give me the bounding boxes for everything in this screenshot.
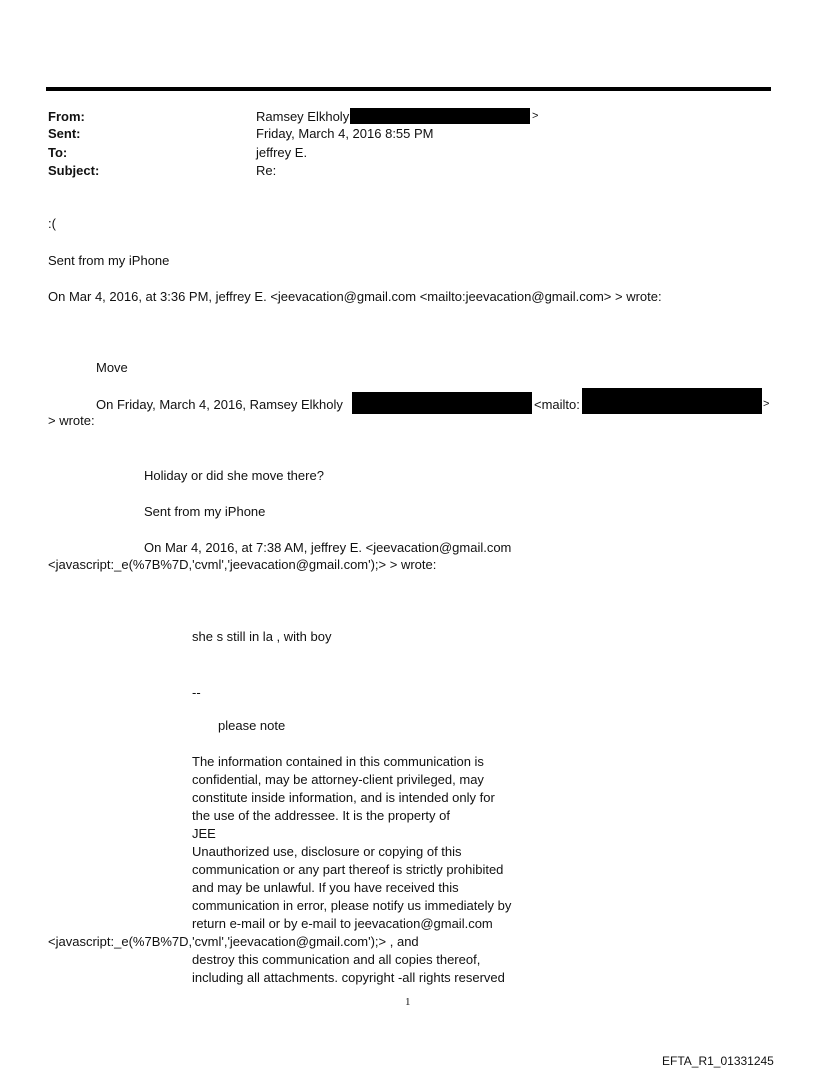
quote-header: <javascript:_e(%7B%7D,'cvml','jeevacation@gmail.com');> > wrote: (48, 557, 437, 572)
document-id: EFTA_R1_01331245 (662, 1054, 774, 1068)
angle-bracket: > (532, 110, 539, 122)
disclaimer-line: The information contained in this communication is (192, 754, 484, 769)
disclaimer-line: <javascript:_e(%7B%7D,'cvml','jeevacation@gmail.com');> , and (48, 934, 419, 949)
body-line: Sent from my iPhone (48, 253, 170, 268)
subject-label: Subject: (48, 163, 100, 178)
sent-value: Friday, March 4, 2016 8:55 PM (256, 126, 434, 141)
body-line: On Mar 4, 2016, at 3:36 PM, jeffrey E. <jeevacation@gmail.com <mailto:jeevacation@gmail.com> > wrote: (48, 289, 662, 304)
signature-dashes: -- (192, 685, 201, 700)
move-text: Move (96, 360, 128, 375)
header-rule (46, 87, 771, 91)
disclaimer-line: including all attachments. copyright -all rights reserved (192, 970, 505, 985)
disclaimer-line: JEE (192, 826, 216, 841)
disclaimer-line: constitute inside information, and is intended only for (192, 790, 495, 805)
page-number: 1 (405, 996, 411, 1008)
disclaimer-line: confidential, may be attorney-client privileged, may (192, 772, 484, 787)
reply-text: she s still in la , with boy (192, 629, 332, 644)
sent-label: Sent: (48, 126, 81, 141)
redaction-box (582, 388, 762, 414)
quote-header: On Friday, March 4, 2016, Ramsey Elkholy (96, 397, 343, 412)
quote-end: > wrote: (48, 413, 95, 428)
body-line: :( (48, 216, 56, 231)
note-text: please note (218, 718, 286, 733)
from-label: From: (48, 109, 85, 124)
subject-value: Re: (256, 163, 277, 178)
disclaimer-line: Unauthorized use, disclosure or copying of this (192, 844, 462, 859)
disclaimer-line: return e-mail or by e-mail to jeevacation@gmail.com (192, 916, 493, 931)
disclaimer-line: communication in error, please notify us immediately by (192, 898, 512, 913)
from-value: Ramsey Elkholy (256, 109, 350, 124)
disclaimer-line: the use of the addressee. It is the property of (192, 808, 450, 823)
mailto-text: <mailto: (534, 397, 580, 412)
disclaimer-line: destroy this communication and all copies thereof, (192, 952, 481, 967)
to-label: To: (48, 145, 68, 160)
redaction-box (350, 108, 530, 124)
angle-bracket: > (763, 398, 770, 410)
quote-header: On Mar 4, 2016, at 7:38 AM, jeffrey E. <jeevacation@gmail.com (144, 540, 512, 555)
body-line: Holiday or did she move there? (144, 468, 324, 483)
disclaimer-line: and may be unlawful. If you have received this (192, 880, 459, 895)
disclaimer-line: communication or any part thereof is strictly prohibited (192, 862, 504, 877)
to-value: jeffrey E. (256, 145, 308, 160)
redaction-box (352, 392, 532, 414)
body-line: Sent from my iPhone (144, 504, 266, 519)
